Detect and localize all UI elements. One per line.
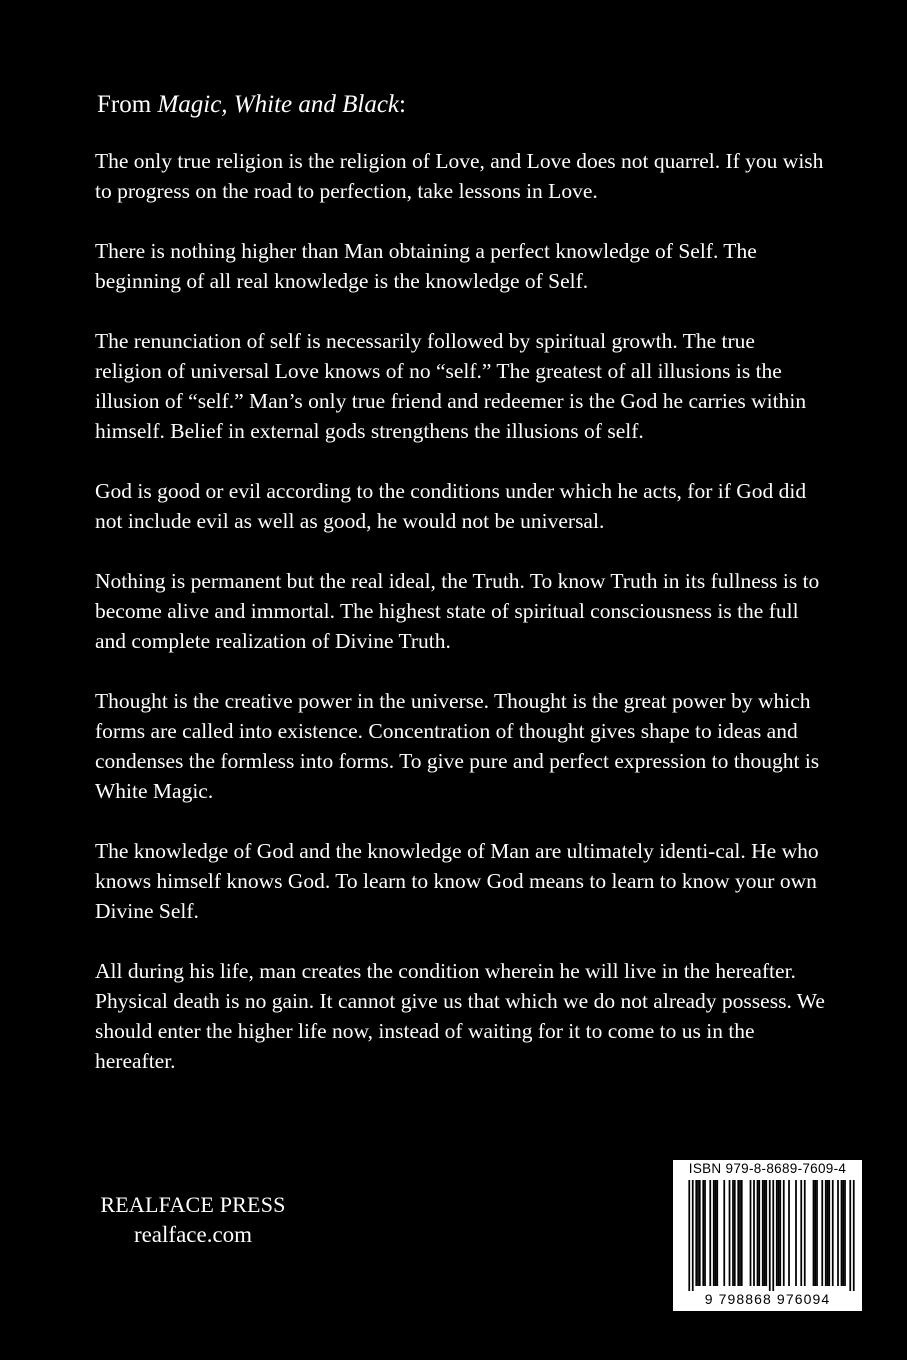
barcode-bar [844,1180,846,1286]
heading-suffix: : [399,91,406,118]
barcode-bar [732,1180,734,1286]
barcode-bar [832,1180,834,1286]
barcode-bar [783,1180,785,1286]
publisher-name: REALFACE PRESS [100,1192,286,1217]
quote-paragraph-1: The only true religion is the religion of Love, and Love does not quarrel. If you wish to progress on the road to perfection, take lessons in Love. [95,149,824,203]
barcode-bar [795,1180,797,1286]
barcode-bar [800,1180,802,1286]
barcode-bar [788,1180,790,1286]
barcode-bar [695,1180,697,1286]
quote-paragraph-8: All during his life, man creates the condition wherein he will live in the hereafter. Physical death is no gain. It cannot give us that which we do not already possess. We should enter the higher life now, instead of waiting for it to come to us in the hereafter. [95,959,825,1073]
quote-paragraph-7: The knowledge of God and the knowledge of Man are ultimately identi-cal. He who knows himself knows God. To learn to know God means to learn to know your own Divine Self. [95,839,819,923]
quote-paragraph-5: Nothing is permanent but the real ideal, the Truth. To know Truth in its fullness is to become alive and immortal. The highest state of spiritual consciousness is the full and complete realization of Divine Truth. [95,569,820,653]
barcode-bars [673,1178,862,1291]
barcode-bar [821,1180,823,1286]
publisher-imprint [73,1190,313,1250]
quotes-text-block [95,88,825,1106]
isbn-label: ISBN 979-8-8689-7609-4 [688,1161,847,1176]
barcode-bar [734,1180,736,1286]
barcode-bar [816,1180,818,1286]
barcode-bar [704,1180,706,1286]
barcode-digits: 9 798868 976094 [704,1291,831,1307]
barcode-bar [709,1180,711,1286]
barcode-bar [757,1180,759,1286]
barcode-bar [827,1180,829,1286]
barcode-bar [762,1180,764,1286]
barcode-bar [729,1180,731,1286]
heading-prefix: From [97,91,158,118]
barcode-bar [699,1180,701,1286]
barcode-bar [750,1180,752,1286]
barcode-bar [778,1180,780,1286]
barcode-bar [764,1180,766,1286]
barcode-bar [769,1180,771,1291]
barcode-bar [702,1180,704,1286]
barcode-bar [692,1180,694,1291]
barcode-bar [776,1180,778,1286]
barcode-bar [842,1180,844,1286]
book-title: Magic, White and Black [157,91,400,118]
barcode-bar [828,1180,830,1286]
barcode-bar [765,1180,767,1286]
barcode-bar [715,1180,717,1286]
quote-paragraph-2: There is nothing higher than Man obtaining a perfect knowledge of Self. The beginning of all real knowledge is the knowledge of Self. [95,239,757,293]
barcode-bar [716,1180,718,1286]
barcode-bar [853,1180,855,1291]
barcode-bar [825,1180,827,1286]
barcode-bar [813,1180,815,1286]
isbn-barcode [673,1160,862,1311]
barcode-bar [849,1180,851,1291]
barcode-bar [737,1180,739,1286]
barcode-bar [688,1180,690,1291]
barcode-bar [723,1180,725,1286]
barcode-bar [779,1180,781,1286]
quote-paragraph-3: The renunciation of self is necessarily followed by spiritual growth. The true religion of universal Love knows of no “self.” The greatest of all illusions is the illusion of “self.” Man’s only true friend and redeemer is the God he carries within himself. Belief in external gods strengthens the illusions of self. [95,329,807,443]
quotes-heading [97,88,825,122]
barcode-bar [837,1180,839,1286]
barcode-bar [697,1180,699,1286]
barcode-bar [753,1180,755,1286]
barcode-bar [741,1180,743,1286]
publisher-url: realface.com [133,1222,253,1247]
barcode-bar [804,1180,806,1286]
barcode-bar [713,1180,715,1286]
barcode-bar [758,1180,760,1286]
quote-paragraph-6: Thought is the creative power in the universe. Thought is the great power by which forms are called into existence. Concentration of thought gives shape to ideas and condenses the formless into forms. To give pure and perfect expression to thought is White Magic. [95,689,820,803]
quote-paragraph-4: God is good or evil according to the conditions under which he acts, for if God did not include evil as well as good, he would not be universal. [95,479,807,533]
barcode-bar [739,1180,741,1286]
barcode-bar [772,1180,774,1291]
barcode-bar [841,1180,843,1286]
barcode-bar [814,1180,816,1286]
